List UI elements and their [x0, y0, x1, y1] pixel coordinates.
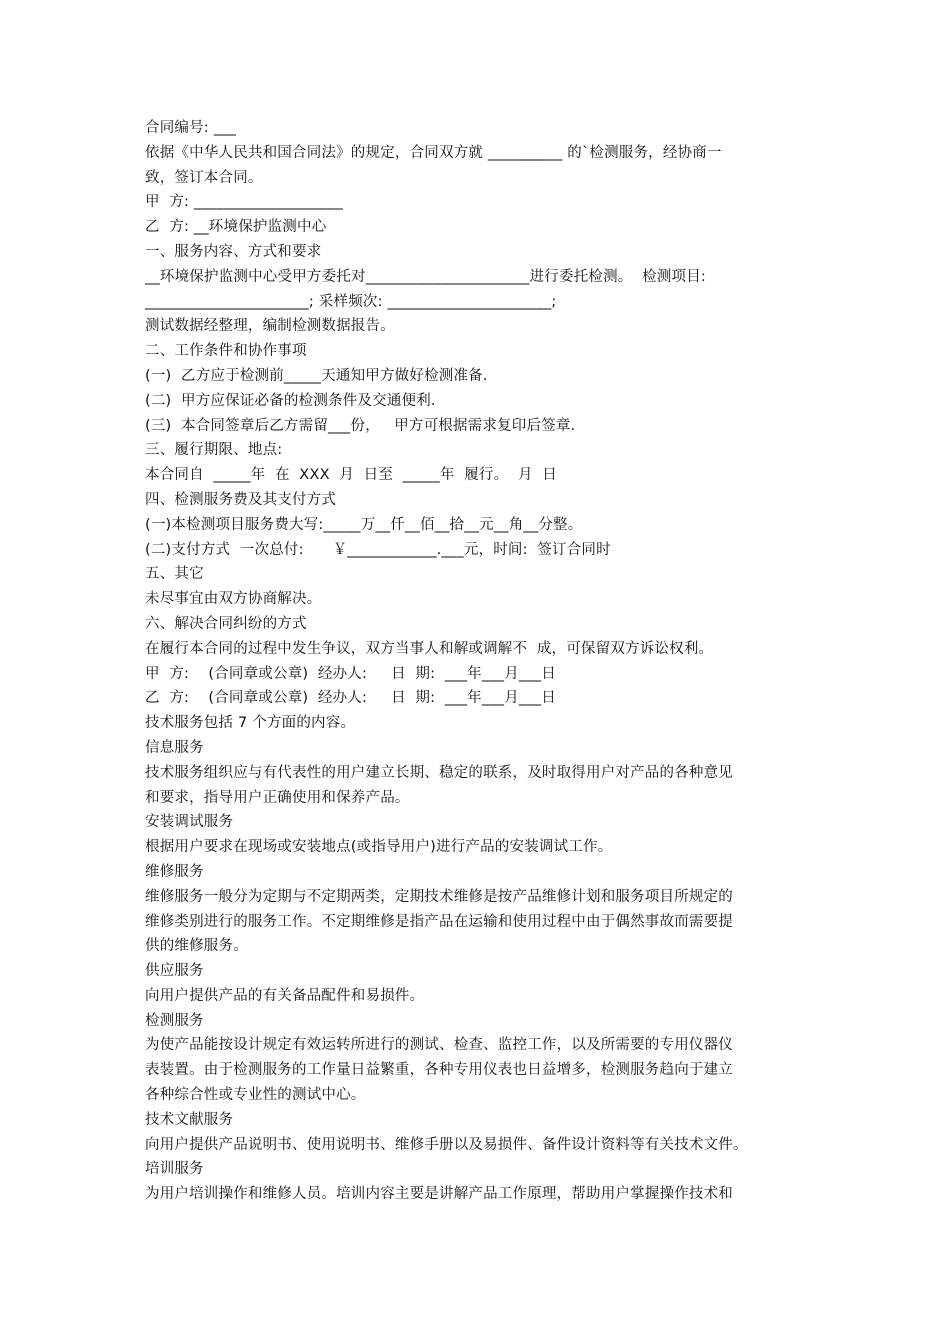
docs-service-line-1: 向用户提供产品说明书、使用说明书、维修手册以及易损件、备件设计资料等有关技术文件。: [145, 1136, 748, 1153]
heading-supply-service: 供应服务: [145, 963, 204, 980]
tech-service-intro: 技术服务包括 7 个方面的内容。: [145, 715, 356, 732]
install-service-line-1: 根据用户要求在现场或安装地点(或指导用户)进行产品的安装调试工作。: [145, 839, 613, 856]
heading-docs-service: 技术文献服务: [145, 1111, 234, 1128]
section-2-item-1: (一) 乙方应于检测前_____天通知甲方做好检测准备.: [145, 367, 488, 384]
section-6-line-1: 在履行本合同的过程中发生争议，双方当事人和解或调解不 成，可保留双方诉讼权利。: [145, 640, 714, 657]
document-body: [145, 116, 810, 1207]
section-1-line-3: 测试数据经整理，编制检测数据报告。: [145, 318, 395, 335]
signature-party-a: 甲 方: (合同章或公章) 经办人: 日 期: ___年___月___日: [145, 665, 556, 682]
section-heading-4: 四、检测服务费及其支付方式: [145, 491, 337, 508]
section-5-line-1: 未尽事宜由双方协商解决。: [145, 591, 322, 608]
section-1-line-1: __环境保护监测中心受甲方委托对______________________进行委托检测。 检测项目:: [145, 268, 707, 285]
section-1-line-2: ______________________; 采样频次: ______________________;: [145, 293, 557, 310]
testing-service-line-1: 为使产品能按设计规定有效运转所进行的测试、检查、监控工作，以及所需要的专用仪器仪: [145, 1037, 733, 1054]
section-3-line-1: 本合同自 _____年 在 XXX 月 日至 _____年 履行。 月 日: [145, 467, 557, 484]
section-2-item-3: (三) 本合同签章后乙方需留___份， 甲方可根据需求复印后签章.: [145, 417, 576, 434]
section-heading-1: 一、服务内容、方式和要求: [145, 243, 322, 260]
contract-number: 合同编号: ___: [145, 120, 237, 136]
section-2-item-2: (二) 甲方应保证必备的检测条件及交通便利.: [145, 392, 436, 409]
signature-party-b: 乙 方: (合同章或公章) 经办人: 日 期: ___年___月___日: [145, 690, 556, 707]
section-heading-2: 二、工作条件和协作事项: [145, 343, 307, 360]
party-a: 甲 方: ____________________: [145, 194, 343, 211]
section-4-item-2: (二)支付方式 一次总付: ￥____________.___元，时间: 签订合同时: [145, 541, 611, 558]
section-heading-5: 五、其它: [145, 566, 204, 583]
heading-repair-service: 维修服务: [145, 863, 204, 880]
heading-info-service: 信息服务: [145, 739, 204, 756]
party-b: 乙 方: __环境保护监测中心: [145, 219, 327, 236]
info-service-line-2: 和要求，指导用户正确使用和保养产品。: [145, 789, 410, 806]
info-service-line-1: 技术服务组织应与有代表性的用户建立长期、稳定的联系，及时取得用户对产品的各种意见: [145, 764, 733, 781]
heading-training-service: 培训服务: [145, 1161, 204, 1178]
preamble-line-1: 依据《中华人民共和国合同法》的规定，合同双方就 __________ 的`检测服务，经协商一: [145, 144, 722, 161]
testing-service-line-3: 各种综合性或专业性的测试中心。: [145, 1087, 366, 1104]
heading-testing-service: 检测服务: [145, 1012, 204, 1029]
repair-service-line-3: 供的维修服务。: [145, 938, 248, 955]
section-heading-6: 六、解决合同纠纷的方式: [145, 615, 307, 632]
section-4-item-1: (一)本检测项目服务费大写:_____万__仟__佰__拾__元__角__分整。: [145, 516, 583, 533]
preamble-line-2: 致，签订本合同。: [145, 169, 263, 186]
repair-service-line-2: 维修类别进行的服务工作。不定期维修是指产品在运输和使用过程中由于偶然事故而需要提: [145, 913, 733, 930]
training-service-line-1: 为用户培训操作和维修人员。培训内容主要是讲解产品工作原理，帮助用户掌握操作技术和: [145, 1186, 733, 1203]
heading-install-service: 安装调试服务: [145, 814, 234, 831]
section-heading-3: 三、履行期限、地点:: [145, 442, 283, 459]
supply-service-line-1: 向用户提供产品的有关备品配件和易损件。: [145, 987, 425, 1004]
testing-service-line-2: 表装置。由于检测服务的工作量日益繁重，各种专用仪表也日益增多，检测服务趋向于建立: [145, 1062, 733, 1079]
repair-service-line-1: 维修服务一般分为定期与不定期两类，定期技术维修是按产品维修计划和服务项目所规定的: [145, 888, 733, 905]
